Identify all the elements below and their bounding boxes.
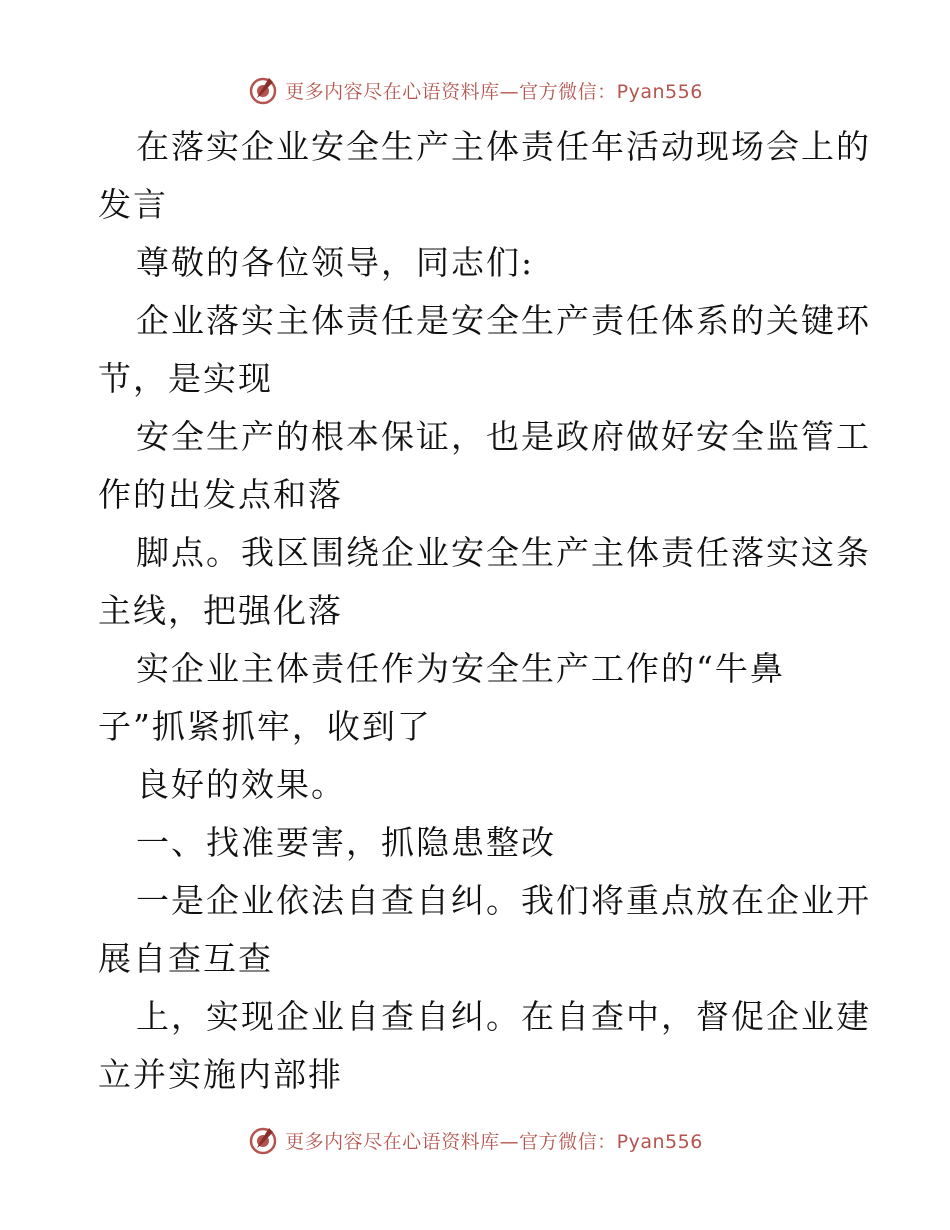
document-body	[98, 118, 871, 1104]
text-line: 子”抓紧抓牢，收到了	[98, 707, 432, 746]
text-line: 一是企业依法自查自纠。我们将重点放在企业开	[136, 881, 871, 920]
header-banner-text: 更多内容尽在心语资料库—官方微信：Pyan556	[285, 80, 703, 103]
text-line: 发言	[98, 185, 168, 224]
header-banner	[0, 70, 950, 110]
text-line: 在落实企业安全生产主体责任年活动现场会上的	[136, 127, 871, 166]
footer-banner	[0, 1120, 950, 1160]
text-line: 安全生产的根本保证，也是政府做好安全监管工	[136, 417, 871, 456]
text-line: 展自查互查	[98, 939, 273, 978]
text-line: 脚点。我区围绕企业安全生产主体责任落实这条	[136, 533, 871, 572]
text-line: 一、找准要害，抓隐患整改	[136, 823, 556, 862]
text-line: 作的出发点和落	[98, 475, 343, 514]
quill-pen-logo-icon	[247, 74, 279, 106]
footer-banner-text: 更多内容尽在心语资料库—官方微信：Pyan556	[285, 1130, 703, 1153]
quill-pen-logo-icon	[247, 1124, 279, 1156]
text-line: 实企业主体责任作为安全生产工作的“牛鼻	[136, 649, 785, 688]
text-line: 立并实施内部排	[98, 1055, 343, 1094]
text-line: 企业落实主体责任是安全生产责任体系的关键环	[136, 301, 871, 340]
text-line: 节，是实现	[98, 359, 273, 398]
text-line: 主线，把强化落	[98, 591, 343, 630]
text-line: 上，实现企业自查自纠。在自查中，督促企业建	[136, 997, 871, 1036]
text-line: 尊敬的各位领导，同志们:	[136, 243, 535, 282]
text-line: 良好的效果。	[136, 765, 346, 804]
